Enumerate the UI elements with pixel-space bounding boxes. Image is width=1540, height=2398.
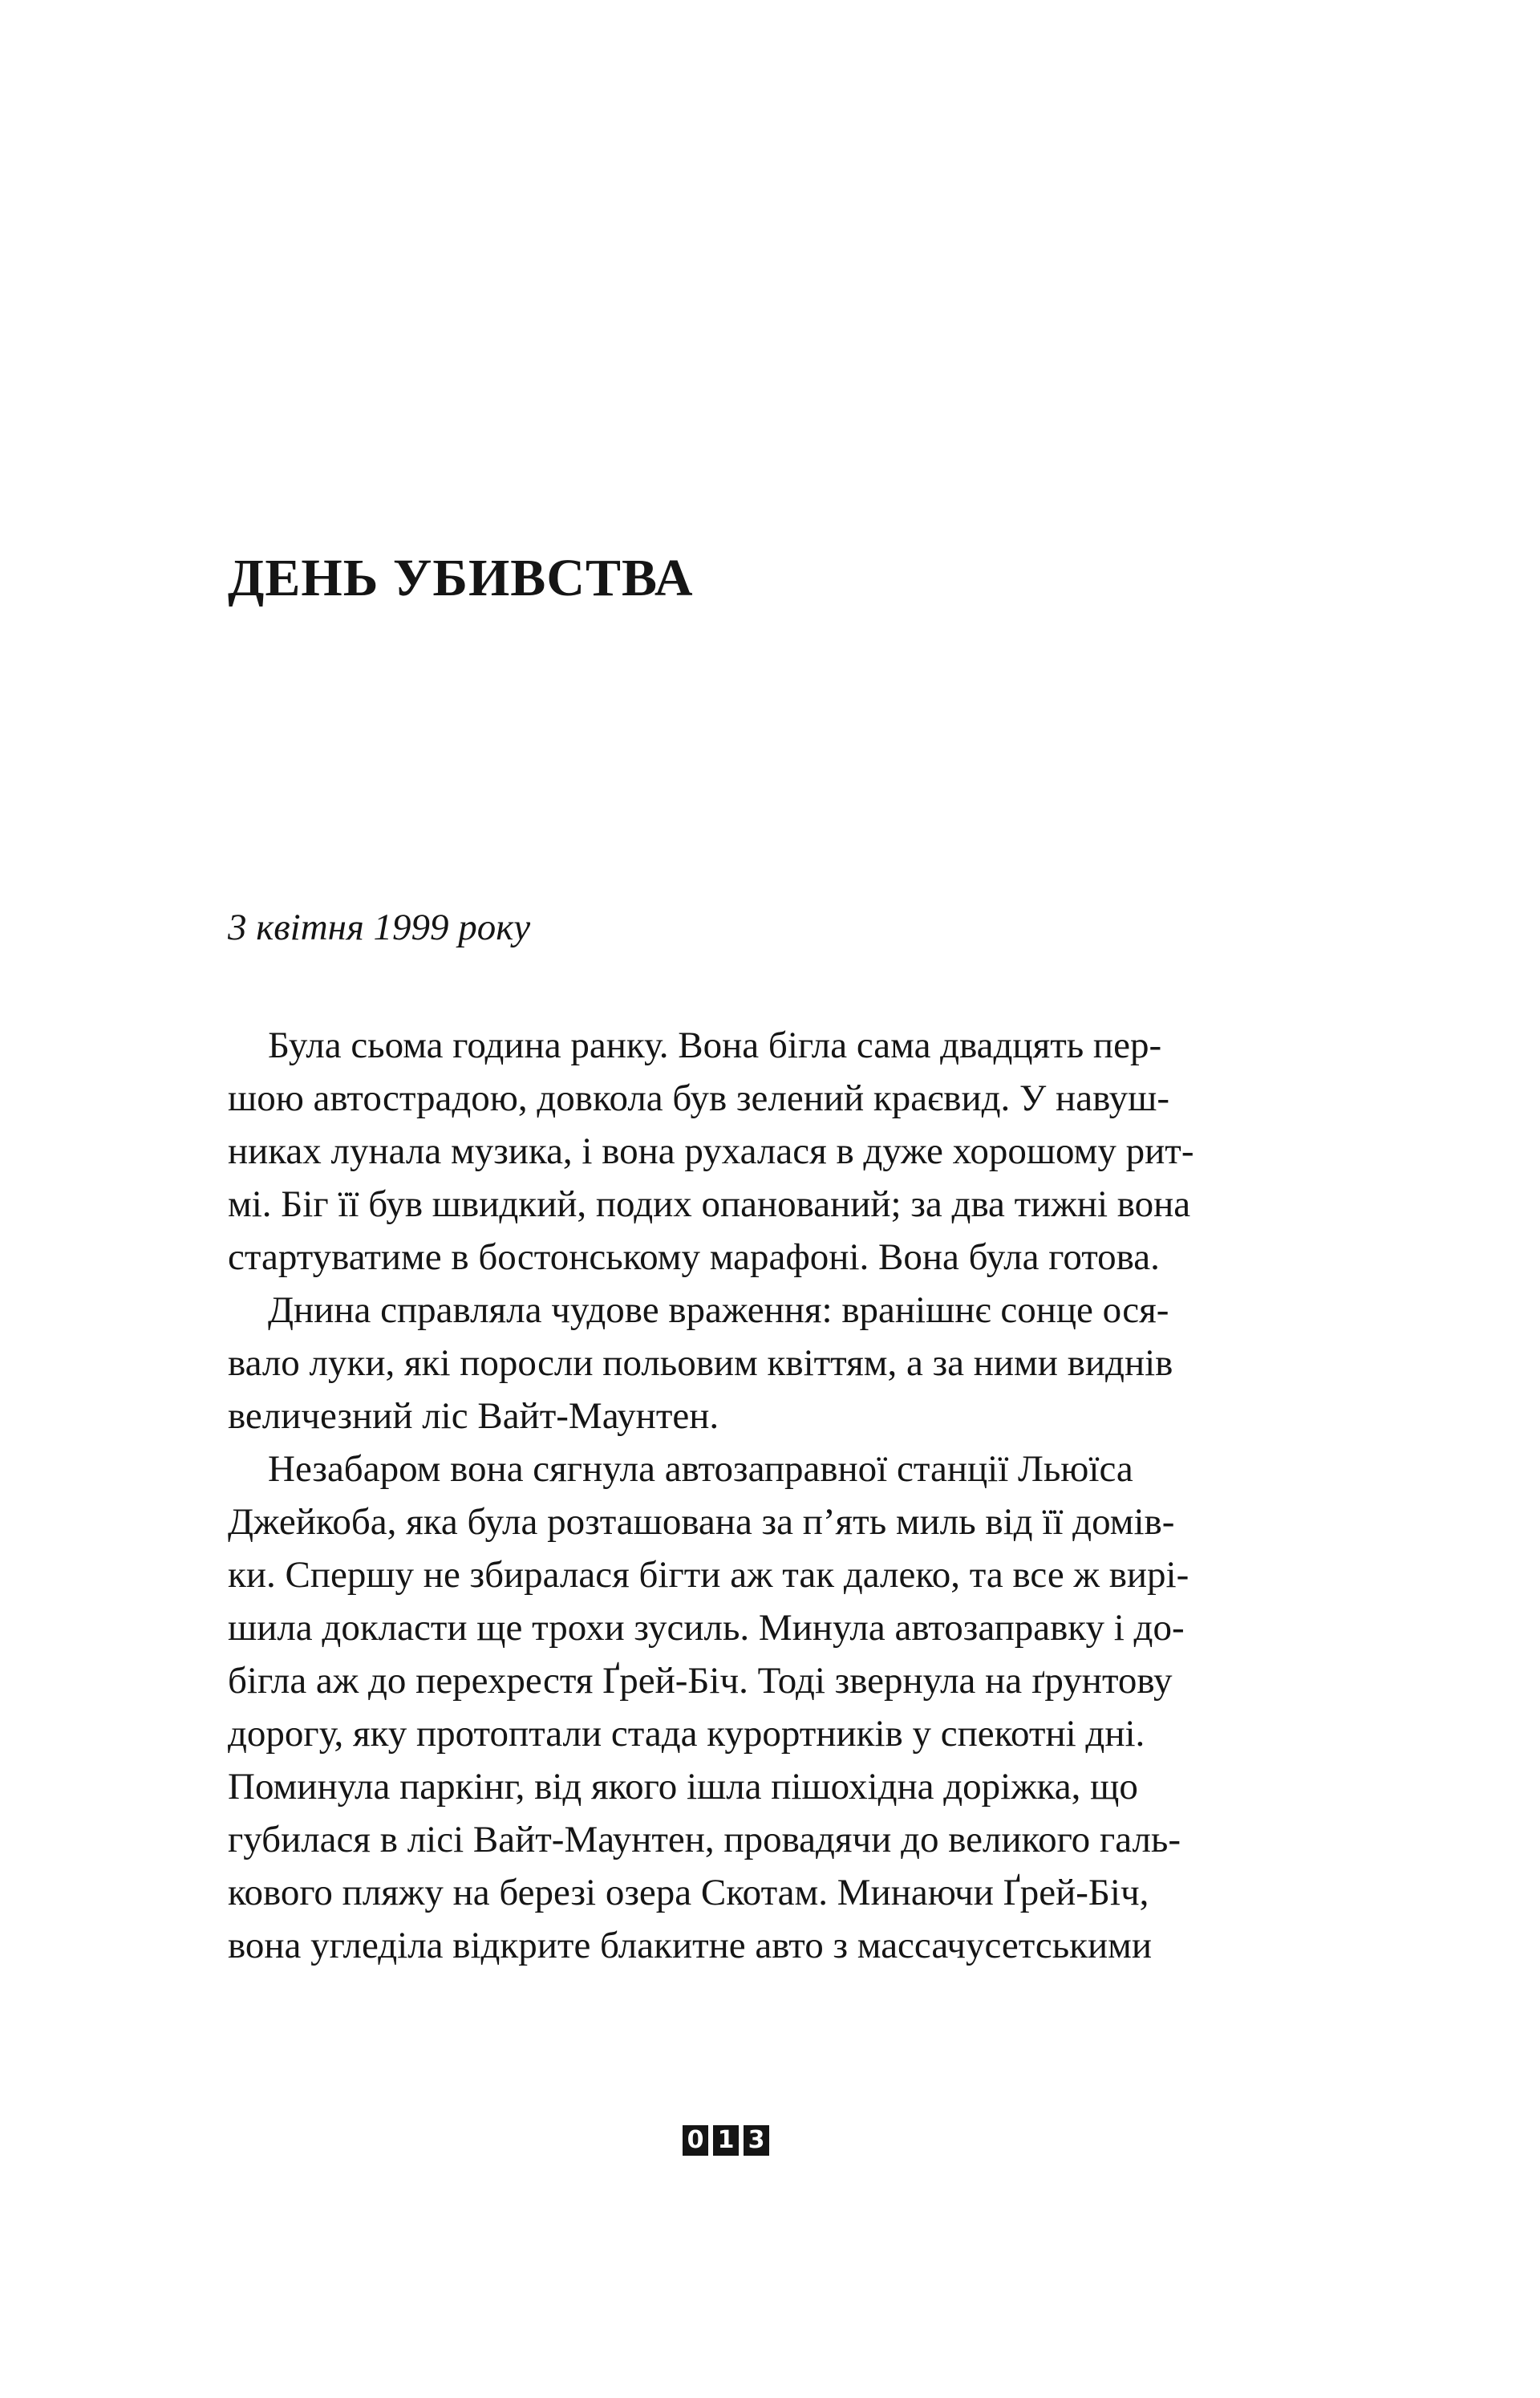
- text-line: мі. Біг її був швидкий, подих опанований; за два тижні вона: [228, 1183, 1191, 1225]
- text-line: Поминула паркінг, від якого ішла пішохідна доріжка, що: [228, 1766, 1138, 1808]
- chapter-date: 3 квітня 1999 року: [228, 907, 531, 948]
- page-number-digit: 3: [744, 2125, 769, 2156]
- text-line: Днина справляла чудове враження: вранішнє сонце ося-: [268, 1289, 1169, 1331]
- text-line: Незабаром вона сягнула автозаправної станції Льюїса: [268, 1448, 1133, 1490]
- text-line: Була сьома година ранку. Вона бігла сама двадцять пер-: [268, 1025, 1162, 1066]
- page-number: [683, 2125, 769, 2156]
- text-line: Джейкоба, яка була розташована за п’ять миль від її домів-: [228, 1501, 1175, 1543]
- chapter-title: ДЕНЬ УБИВСТВА: [228, 549, 694, 607]
- text-line: бігла аж до перехрестя Ґрей-Біч. Тоді звернула на ґрунтову: [228, 1660, 1173, 1702]
- text-line: вона угледіла відкрите блакитне авто з массачусетськими: [228, 1925, 1153, 1966]
- text-line: никах лунала музика, і вона рухалася в дуже хорошому рит-: [228, 1130, 1194, 1172]
- text-line: кового пляжу на березі озера Скотам. Минаючи Ґрей-Біч,: [228, 1872, 1149, 1913]
- text-line: шою автострадою, довкола був зелений краєвид. У навуш-: [228, 1077, 1169, 1119]
- page-number-digit: 0: [683, 2125, 708, 2156]
- page-number-digit: 1: [713, 2125, 739, 2156]
- text-line: вало луки, які поросли польовим квіттям, а за ними виднів: [228, 1342, 1173, 1384]
- text-line: губилася в лісі Вайт-Маунтен, провадячи до великого галь-: [228, 1819, 1181, 1860]
- text-line: дорогу, яку протоптали стада курортників у спекотні дні.: [228, 1713, 1145, 1755]
- text-line: стартуватиме в бостонському марафоні. Вона була готова.: [228, 1236, 1160, 1278]
- text-line: величезний ліс Вайт-Маунтен.: [228, 1395, 719, 1437]
- body-text: [228, 1019, 1287, 1972]
- text-line: ки. Спершу не збиралася бігти аж так далеко, та все ж вирі-: [228, 1554, 1189, 1596]
- text-line: шила докласти ще трохи зусиль. Минула автозаправку і до-: [228, 1607, 1185, 1649]
